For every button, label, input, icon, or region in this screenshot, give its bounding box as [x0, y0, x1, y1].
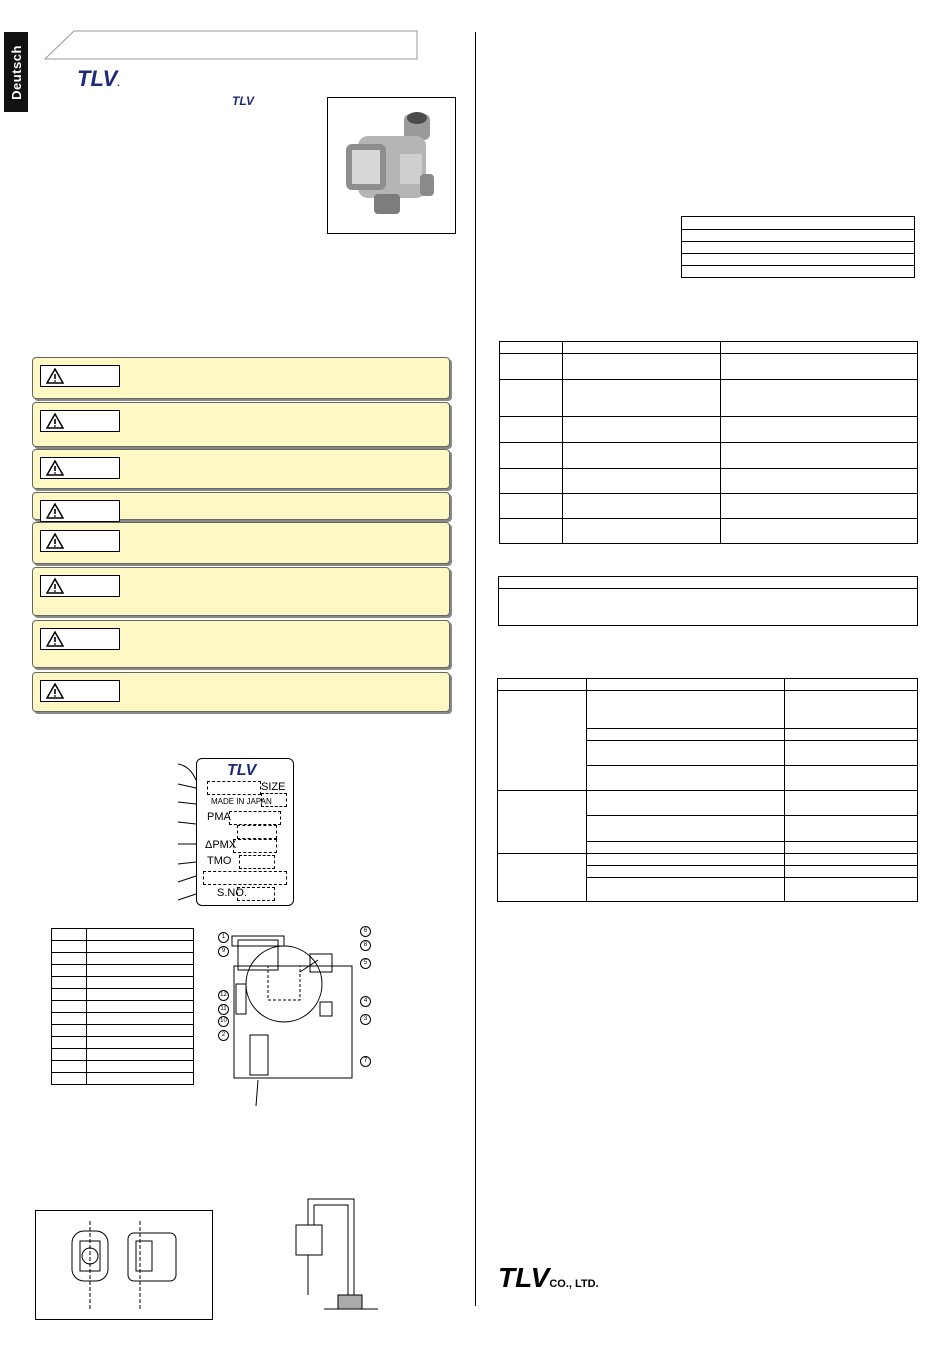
warning-icon: [46, 460, 64, 476]
table-cell: [52, 941, 87, 953]
table-cell: [86, 989, 193, 1001]
table-cell: [86, 941, 193, 953]
table-cell: [86, 1073, 193, 1085]
table-cell: [562, 380, 720, 417]
piping-installation-diagram: [288, 1195, 384, 1320]
warning-box: [32, 449, 450, 489]
table-cell: [500, 494, 563, 519]
nameplate-pma-field: [229, 811, 281, 825]
table-cell: [86, 1013, 193, 1025]
warning-icon: [46, 631, 64, 647]
table-row: [52, 989, 194, 1001]
table-cell: [784, 842, 917, 854]
nameplate-tmo-label: TMO: [207, 855, 232, 867]
table-cell: [586, 816, 784, 842]
table-cell: [52, 1001, 87, 1013]
table-cell: [586, 729, 784, 741]
title-frame: [44, 30, 418, 60]
table-cell: [86, 965, 193, 977]
table-cell: [498, 679, 587, 691]
table-row: [52, 1001, 194, 1013]
spec-table-small: [681, 216, 915, 278]
trap-front-side-view: [36, 1211, 212, 1319]
table-row: [52, 1073, 194, 1085]
table-cell: [682, 230, 915, 242]
warning-icon: [46, 368, 64, 384]
nameplate-valve-field: [203, 871, 287, 885]
table-cell: [86, 1061, 193, 1073]
table-cell: [86, 953, 193, 965]
table-cell: [86, 977, 193, 989]
part-callout: 4: [360, 996, 371, 1007]
nameplate-model-field: [207, 781, 261, 795]
table-row: [52, 1013, 194, 1025]
table-row: [52, 929, 194, 941]
table-cell: [586, 878, 784, 902]
tlv-logo: TLV.: [77, 66, 121, 91]
part-callout: 3: [360, 1014, 371, 1025]
table-cell: [784, 741, 917, 766]
installation-drawing: [35, 1210, 213, 1320]
table-cell: [720, 494, 917, 519]
tlv-logo-small: TLV: [232, 94, 255, 108]
table-cell: [500, 443, 563, 469]
warning-box: [32, 357, 450, 399]
table-row: [52, 1037, 194, 1049]
table-cell: [500, 417, 563, 443]
table-cell: [784, 854, 917, 866]
table-cell: [500, 469, 563, 494]
table-cell: [52, 965, 87, 977]
part-callout: 1: [218, 932, 229, 943]
table-cell: [86, 929, 193, 941]
table-cell: [682, 266, 915, 278]
warning-box: [32, 522, 450, 564]
table-cell: [86, 1049, 193, 1061]
table-row: [52, 941, 194, 953]
table-cell: [86, 1001, 193, 1013]
table-row: [500, 494, 918, 519]
warning-box: [32, 492, 450, 520]
table-cell: [500, 380, 563, 417]
nameplate-tmo-field: [239, 855, 275, 869]
nameplate-leader-lines: [176, 758, 198, 904]
table-cell: [52, 929, 87, 941]
table-row: [500, 342, 918, 354]
table-row: [498, 791, 918, 816]
part-callout: 12: [218, 990, 229, 1001]
part-callout: 10: [218, 1016, 229, 1027]
table-cell: [52, 989, 87, 1001]
language-tab: [4, 32, 28, 112]
warning-box: [32, 402, 450, 447]
steam-trap-image: [328, 98, 455, 233]
table-cell: [52, 1037, 87, 1049]
table-cell: [562, 469, 720, 494]
table-cell: [720, 380, 917, 417]
table-cell: [784, 866, 917, 878]
nameplate-size-label: SIZE: [261, 781, 286, 793]
warning-label: [40, 628, 120, 650]
table-row: [52, 1025, 194, 1037]
troubleshooting-table: [499, 341, 918, 544]
table-cell: [562, 494, 720, 519]
table-row: [500, 354, 918, 380]
nameplate-sno-field: [237, 887, 275, 901]
table-row: [498, 679, 918, 691]
table-cell: [500, 519, 563, 544]
warning-label: [40, 365, 120, 387]
table-cell: [499, 589, 918, 626]
nameplate-logo: TLV: [227, 762, 257, 779]
company-logo: TLVCO., LTD.: [498, 1262, 599, 1293]
table-cell: [784, 729, 917, 741]
table-row: [682, 254, 915, 266]
cross-section-diagram: [210, 920, 370, 1110]
table-cell: [562, 342, 720, 354]
table-row: [500, 519, 918, 544]
nameplate-sno-label: S.NO.: [217, 887, 247, 899]
table-cell: [586, 691, 784, 729]
warning-label: [40, 457, 120, 479]
table-cell: [52, 1025, 87, 1037]
part-callout: 2: [218, 1030, 229, 1041]
table-row: [500, 380, 918, 417]
table-row: [500, 469, 918, 494]
table-cell: [784, 679, 917, 691]
part-callout: 9: [218, 946, 229, 957]
table-cell: [52, 953, 87, 965]
nameplate-made-in: MADE IN JAPAN: [211, 797, 272, 806]
warning-label: [40, 410, 120, 432]
warning-label: [40, 500, 120, 522]
column-divider: [475, 32, 476, 1306]
table-cell: [498, 791, 587, 854]
product-photo: [327, 97, 456, 234]
table-cell: [784, 691, 917, 729]
table-cell: [720, 443, 917, 469]
table-row: [498, 854, 918, 866]
table-cell: [586, 854, 784, 866]
table-cell: [52, 1049, 87, 1061]
table-cell: [720, 417, 917, 443]
warning-icon: [46, 413, 64, 429]
table-cell: [784, 791, 917, 816]
nameplate-tma-field: [237, 825, 277, 839]
table-cell: [52, 977, 87, 989]
table-row: [500, 417, 918, 443]
warning-icon: [46, 683, 64, 699]
table-row: [500, 443, 918, 469]
table-cell: [682, 242, 915, 254]
table-cell: [720, 519, 917, 544]
nameplate: [196, 758, 294, 906]
nameplate-dpmx-label: ΔPMX: [205, 839, 237, 851]
table-cell: [720, 469, 917, 494]
table-cell: [562, 417, 720, 443]
warning-icon: [46, 503, 64, 519]
table-cell: [500, 342, 563, 354]
table-row: [52, 953, 194, 965]
table-cell: [682, 217, 915, 230]
nameplate-dpmx-field: [233, 839, 277, 853]
part-callout: 7: [360, 1056, 371, 1067]
warning-icon: [46, 578, 64, 594]
table-row: [52, 1049, 194, 1061]
table-cell: [784, 766, 917, 791]
table-cell: [720, 354, 917, 380]
maintenance-table: [497, 678, 918, 902]
table-row: [499, 577, 918, 589]
part-callout: 6: [360, 926, 371, 937]
warning-box: [32, 672, 450, 712]
table-row: [499, 589, 918, 626]
warning-label: [40, 530, 120, 552]
note-table: [498, 576, 918, 626]
warning-label: [40, 575, 120, 597]
part-callout: 5: [360, 958, 371, 969]
table-row: [52, 977, 194, 989]
table-row: [682, 266, 915, 278]
table-cell: [86, 1025, 193, 1037]
table-cell: [586, 866, 784, 878]
table-cell: [586, 791, 784, 816]
table-cell: [586, 842, 784, 854]
table-row: [682, 217, 915, 230]
warning-label: [40, 680, 120, 702]
table-cell: [86, 1037, 193, 1049]
table-cell: [498, 854, 587, 902]
table-cell: [784, 816, 917, 842]
table-cell: [52, 1073, 87, 1085]
table-row: [682, 230, 915, 242]
table-cell: [499, 577, 918, 589]
table-cell: [682, 254, 915, 266]
table-cell: [52, 1013, 87, 1025]
table-cell: [498, 691, 587, 791]
table-row: [498, 691, 918, 729]
table-cell: [52, 1061, 87, 1073]
table-cell: [562, 519, 720, 544]
parts-table: [51, 928, 194, 1085]
table-cell: [784, 878, 917, 902]
warning-icon: [46, 533, 64, 549]
table-row: [52, 965, 194, 977]
table-cell: [562, 354, 720, 380]
table-cell: [720, 342, 917, 354]
warning-box: [32, 567, 450, 616]
table-cell: [500, 354, 563, 380]
table-cell: [586, 766, 784, 791]
table-cell: [586, 679, 784, 691]
part-callout: 11: [218, 1004, 229, 1015]
table-row: [682, 242, 915, 254]
table-cell: [562, 443, 720, 469]
table-cell: [586, 741, 784, 766]
warning-box: [32, 620, 450, 668]
table-row: [52, 1061, 194, 1073]
nameplate-pma-label: PMA: [207, 811, 231, 823]
part-callout: 8: [360, 940, 371, 951]
language-tab-label: Deutsch: [8, 44, 24, 100]
